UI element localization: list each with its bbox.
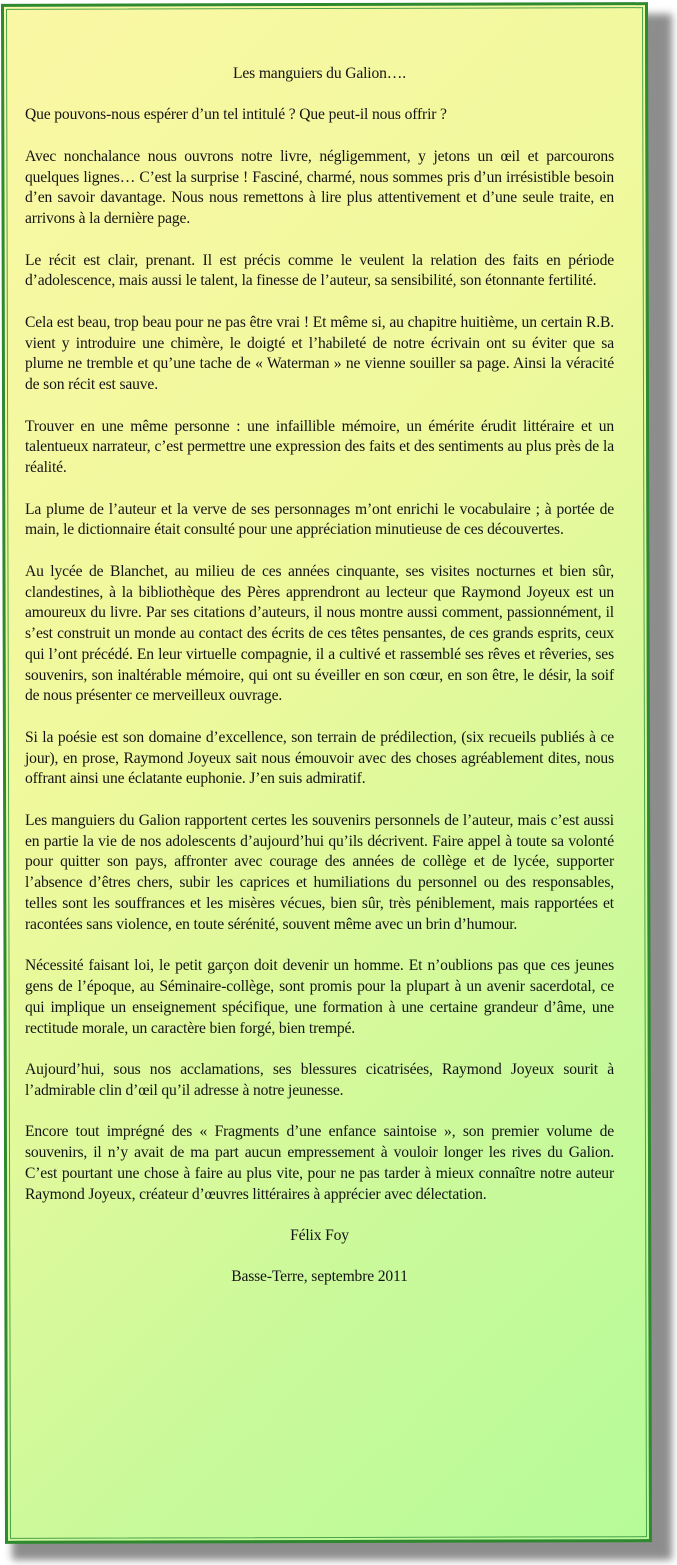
author-signature: Félix Foy xyxy=(290,1226,349,1244)
article xyxy=(25,64,614,1288)
article-title: Les manguiers du Galion…. xyxy=(233,65,406,82)
paragraph: Les manguiers du Galion rapportent certes les souvenirs personnels de l’auteur, mais c’est aussi en partie la vie de nos adolescents d’aujourd’hui qu’ils décrivent. Faire appel à toute sa volonté pour quitter son pays, affronter avec courage des années de collège et de lycée, supporter l’absence d’êtres chers, subir les caprices et humiliations du personnel ou des responsables, telles sont les souffrances et les misères vécues, bien sûr, très péniblement, mais rapportées et racontées sans violence, en toute sérénité, souvent même avec un brin d’humour. xyxy=(25,811,614,933)
paragraph: Que pouvons-nous espérer d’un tel intitulé ? Que peut-il nous offrir ? xyxy=(25,106,447,124)
paragraph: Encore tout imprégné des « Fragments d’une enfance saintoise », son premier volume de souvenirs, il n’y avait de ma part aucun empressement à vouloir longer les rives du Galion. C’est pourtant une chose à faire au plus vite, pour ne pas tarder à mieux connaître notre auteur Raymond Joyeux, créateur d’œuvres littéraires à apprécier avec délectation. xyxy=(25,1123,614,1203)
paragraph: Le récit est clair, prenant. Il est précis comme le veulent la relation des faits en période d’adolescence, mais aussi le talent, la finesse de l’auteur, sa sensibilité, son étonnante fertilité. xyxy=(25,251,614,290)
place-date: Basse-Terre, septembre 2011 xyxy=(231,1268,408,1286)
paragraph: Avec nonchalance nous ouvrons notre livre, négligemment, y jetons un œil et parcourons quelques lignes… C’est la surprise ! Fasciné, charmé, nous sommes pris d’un irrésistible besoin d’en savoir davantage. Nous nous remettons à lire plus attentivement et d’une seule traite, en arrivons à la dernière page. xyxy=(25,147,614,228)
paragraph: Nécessité faisant loi, le petit garçon doit devenir un homme. Et n’oublions pas que ces jeunes gens de l’époque, au Séminaire-collège, sont promis pour la plupart à un avenir sacerdotal, ce qui implique un enseignement spécifique, une formation à une certaine grandeur d’âme, une rectitude morale, un caractère bien forgé, bien trempé. xyxy=(25,957,614,1037)
paragraph: Trouver en une même personne : une infaillible mémoire, un émérite érudit littéraire et un talentueux narrateur, c’est permettre une expression des faits et des sentiments au plus près de la réalité. xyxy=(25,417,614,477)
paragraph: Cela est beau, trop beau pour ne pas être vrai ! Et même si, au chapitre huitième, un certain R.B. vient y introduire une chimère, le doigté et l’habileté de notre écrivain ont su éviter que sa plume ne tremble et qu’une tache de « Waterman » ne vienne souiller sa page. Ainsi la véracité de son récit est sauve. xyxy=(25,313,614,394)
paragraph: Au lycée de Blanchet, au milieu de ces années cinquante, ses visites nocturnes et bien sûr, clandestines, à la bibliothèque des Pères apprendront au lecteur que Raymond Joyeux est un amoureux du livre. Par ses citations d’auteurs, il nous montre aussi comment, passionnément, il s’est construit un monde au contact des écrits de ces têtes pensantes, de ces grands esprits, ceux qui l’ont précédé. En leur virtuelle compagnie, il a cultivé et rassemblé ses rêves et rêveries, ses souvenirs, son inaltérable mémoire, qui ont su éveiller en son cœur, en son être, le désir, la soif de nous présenter ce merveilleux ouvrage. xyxy=(25,562,614,705)
paragraph: Si la poésie est son domaine d’excellence, son terrain de prédilection, (six recueils publiés à ce jour), en prose, Raymond Joyeux sait nous émouvoir avec des choses agréablement dites, nous offrant ainsi une éclatante euphonie. J’en suis admiratif. xyxy=(25,728,614,788)
paragraph: Aujourd’hui, sous nos acclamations, ses blessures cicatrisées, Raymond Joyeux sourit à l’admirable clin d’œil qu’il adresse à notre jeunesse. xyxy=(25,1061,614,1099)
paragraph: La plume de l’auteur et la verve de ses personnages m’ont enrichi le vocabulaire ; à portée de main, le dictionnaire était consulté pour une appréciation minutieuse de ces découvertes. xyxy=(25,500,614,539)
